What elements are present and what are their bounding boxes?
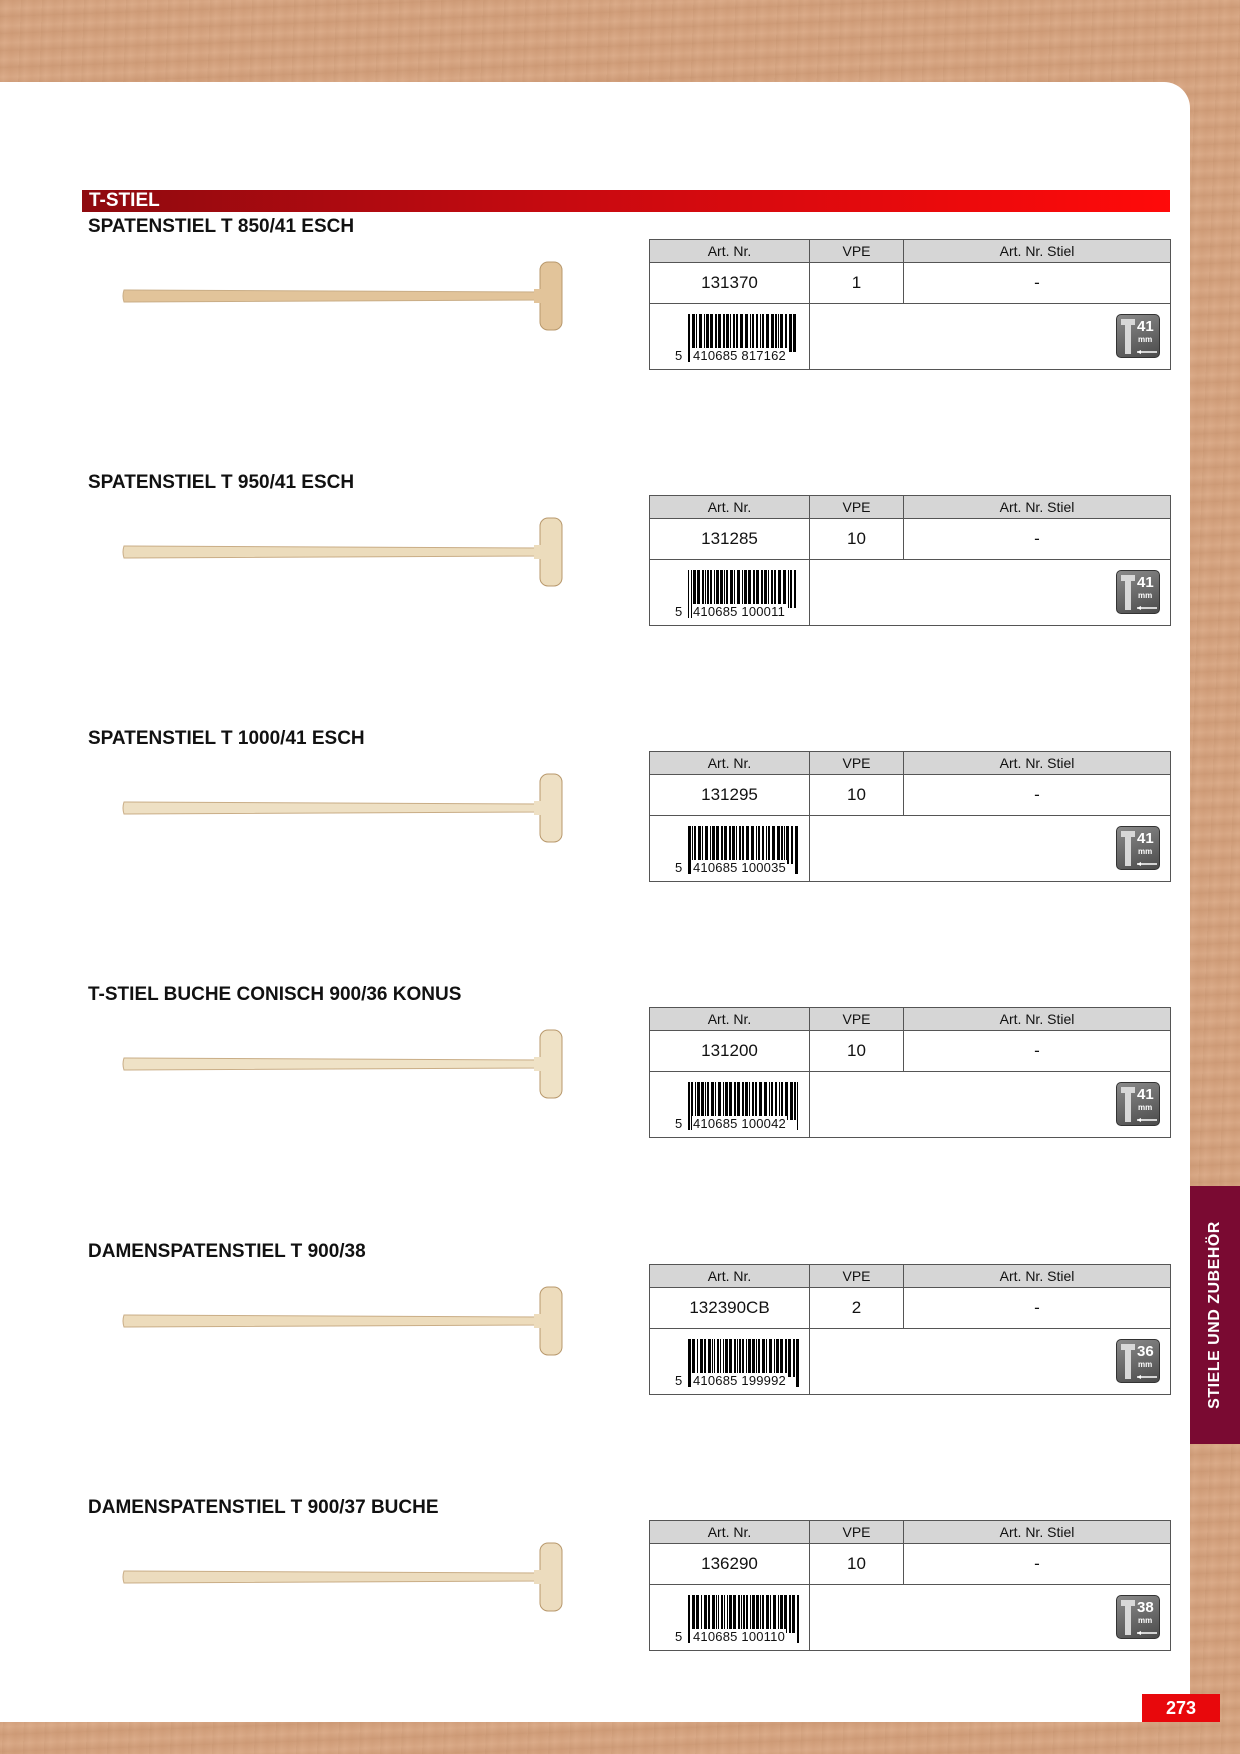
art-nr-value: 131200 [650,1031,810,1072]
diameter-value: 41 [1137,574,1154,592]
vpe-value: 2 [810,1288,904,1329]
vpe-value: 1 [810,263,904,304]
barcode [672,570,804,620]
diameter-icon [1116,570,1160,614]
spec-table [649,239,1171,370]
header-art-nr: Art. Nr. [650,496,810,519]
vpe-value: 10 [810,1031,904,1072]
barcode-first-digit: 5 [675,1629,683,1645]
diameter-unit: mm [1138,1360,1153,1370]
barcode-first-digit: 5 [675,348,683,364]
art-nr-value: 131285 [650,519,810,560]
diameter-value: 36 [1137,1343,1154,1361]
section-header: T-STIEL [82,190,1170,212]
product-image [122,1281,564,1361]
art-nr-value: 131370 [650,263,810,304]
diameter-icon [1116,826,1160,870]
barcode-first-digit: 5 [675,1116,683,1132]
product-block [0,216,1190,456]
barcode-first-digit: 5 [675,860,683,876]
chapter-side-tab[interactable] [1190,1186,1240,1444]
spec-table [649,1520,1171,1651]
diameter-icon [1116,1082,1160,1126]
icon-cell [810,816,1171,882]
barcode-cell [650,560,810,626]
product-block [0,1241,1190,1481]
page-number: 273 [1142,1694,1220,1722]
spec-table [649,495,1171,626]
vpe-value: 10 [810,775,904,816]
header-art-nr-stiel: Art. Nr. Stiel [904,1008,1171,1031]
product-image [122,1537,564,1617]
art-nr-stiel-value: - [904,1288,1171,1329]
spec-table [649,1264,1171,1395]
diameter-icon [1116,1595,1160,1639]
diameter-unit: mm [1138,847,1153,857]
product-image [122,768,564,848]
header-art-nr: Art. Nr. [650,1265,810,1288]
header-vpe: VPE [810,496,904,519]
barcode [672,826,804,876]
art-nr-stiel-value: - [904,775,1171,816]
header-art-nr: Art. Nr. [650,240,810,263]
art-nr-stiel-value: - [904,1544,1171,1585]
art-nr-value: 132390CB [650,1288,810,1329]
product-block [0,984,1190,1224]
product-image [122,256,564,336]
chapter-side-tab-label: STIELE UND ZUBEHÖR [1206,1221,1223,1409]
product-block [0,1497,1190,1737]
art-nr-stiel-value: - [904,263,1171,304]
diameter-value: 41 [1137,318,1154,336]
diameter-unit: mm [1138,591,1153,601]
spec-table [649,751,1171,882]
header-vpe: VPE [810,1521,904,1544]
product-title: SPATENSTIEL T 950/41 ESCH [88,472,355,493]
diameter-unit: mm [1138,1616,1153,1626]
barcode-cell [650,1329,810,1395]
barcode-cell [650,1072,810,1138]
product-image [122,1024,564,1104]
barcode-digits: 410685 199992 [693,1373,786,1389]
diameter-unit: mm [1138,1103,1153,1113]
header-vpe: VPE [810,240,904,263]
header-art-nr: Art. Nr. [650,1521,810,1544]
barcode-first-digit: 5 [675,604,683,620]
header-art-nr-stiel: Art. Nr. Stiel [904,240,1171,263]
barcode [672,1082,804,1132]
barcode-cell [650,1585,810,1651]
barcode-digits: 410685 100110 [693,1629,786,1645]
barcode-cell [650,304,810,370]
vpe-value: 10 [810,1544,904,1585]
product-title: SPATENSTIEL T 1000/41 ESCH [88,728,365,749]
barcode-digits: 410685 100042 [693,1116,786,1132]
header-art-nr-stiel: Art. Nr. Stiel [904,752,1171,775]
art-nr-value: 131295 [650,775,810,816]
barcode [672,1595,804,1645]
header-vpe: VPE [810,1008,904,1031]
diameter-icon [1116,1339,1160,1383]
art-nr-stiel-value: - [904,1031,1171,1072]
product-title: DAMENSPATENSTIEL T 900/38 [88,1241,366,1262]
icon-cell [810,560,1171,626]
header-art-nr-stiel: Art. Nr. Stiel [904,1521,1171,1544]
product-title: SPATENSTIEL T 850/41 ESCH [88,216,355,237]
diameter-icon [1116,314,1160,358]
header-vpe: VPE [810,752,904,775]
icon-cell [810,1585,1171,1651]
barcode-first-digit: 5 [675,1373,683,1389]
header-art-nr: Art. Nr. [650,752,810,775]
art-nr-stiel-value: - [904,519,1171,560]
barcode [672,1339,804,1389]
icon-cell [810,1329,1171,1395]
diameter-value: 41 [1137,1086,1154,1104]
product-block [0,472,1190,712]
icon-cell [810,1072,1171,1138]
spec-table [649,1007,1171,1138]
barcode-digits: 410685 100011 [693,604,786,620]
diameter-unit: mm [1138,335,1153,345]
art-nr-value: 136290 [650,1544,810,1585]
product-title: T-STIEL BUCHE CONISCH 900/36 KONUS [88,984,462,1005]
barcode-digits: 410685 817162 [693,348,786,364]
product-block [0,728,1190,968]
diameter-value: 38 [1137,1599,1154,1617]
barcode-digits: 410685 100035 [693,860,786,876]
vpe-value: 10 [810,519,904,560]
diameter-value: 41 [1137,830,1154,848]
barcode [672,314,804,364]
barcode-cell [650,816,810,882]
product-image [122,512,564,592]
header-art-nr-stiel: Art. Nr. Stiel [904,496,1171,519]
header-art-nr-stiel: Art. Nr. Stiel [904,1265,1171,1288]
icon-cell [810,304,1171,370]
product-title: DAMENSPATENSTIEL T 900/37 BUCHE [88,1497,439,1518]
header-vpe: VPE [810,1265,904,1288]
header-art-nr: Art. Nr. [650,1008,810,1031]
